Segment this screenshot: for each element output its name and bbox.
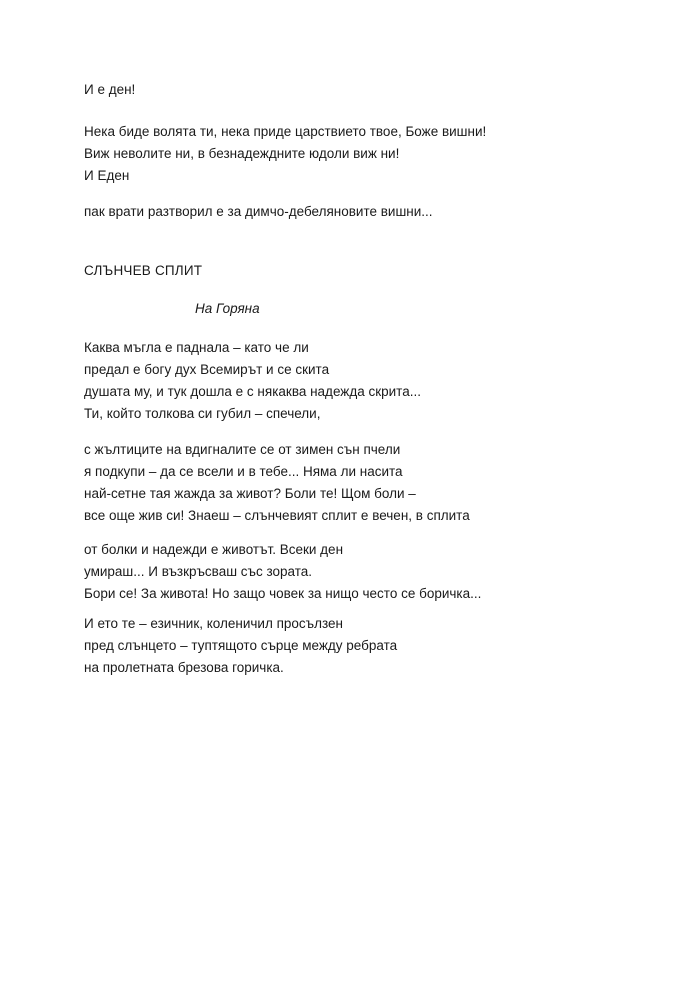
poem-line: Ти, който толкова си губил – спечели, [84, 406, 321, 421]
poem-line: И ето те – езичник, коленичил просълзен [84, 616, 343, 631]
poem-line: предал е богу дух Всемирът и се скита [84, 362, 330, 377]
intro-opening [84, 79, 135, 101]
poem-stanza-2 [84, 439, 470, 527]
poem-line: пред слънцето – туптящото сърце между ребрата [84, 638, 398, 653]
poem-line: на пролетната брезова горичка. [84, 660, 284, 675]
poem-line: Каква мъгла е паднала – като че ли [84, 340, 309, 355]
intro-closing-line: пак врати разтворил е за димчо-дебеляновите вишни... [84, 204, 433, 219]
intro-stanza-line: И Еден [84, 168, 130, 183]
poem-stanza-4 [84, 613, 397, 679]
intro-stanza-line: Нека биде волята ти, нека приде царствието твое, Боже вишни! [84, 124, 487, 139]
poem-stanza-1 [84, 337, 421, 425]
intro-closing [84, 201, 433, 223]
poem-line: най-сетне тая жажда за живот? Боли те! Щом боли – [84, 486, 416, 501]
poem-line: умираш... И възкръсваш със зората. [84, 564, 313, 579]
poem-stanza-3 [84, 539, 481, 605]
intro-line: И е ден! [84, 82, 136, 97]
poem-line: с жълтиците на вдигналите се от зимен сън пчели [84, 442, 401, 457]
poem-line: от болки и надежди е животът. Всеки ден [84, 542, 344, 557]
poem-line: я подкупи – да се всели и в тебе... Няма ли насита [84, 464, 403, 479]
poem-line: душата му, и тук дошла е с някаква надежда скрита... [84, 384, 421, 399]
poem-dedication: На Горяна [195, 301, 260, 316]
intro-stanza [84, 121, 486, 187]
poem-line: Бори се! За живота! Но защо човек за нищо често се боричка... [84, 586, 482, 601]
intro-stanza-line: Виж неволите ни, в безнадеждните юдоли виж ни! [84, 146, 400, 161]
poem-title: СЛЪНЧЕВ СПЛИТ [84, 263, 203, 278]
poem-line: все още жив си! Знаеш – слънчевият сплит е вечен, в сплита [84, 508, 470, 523]
